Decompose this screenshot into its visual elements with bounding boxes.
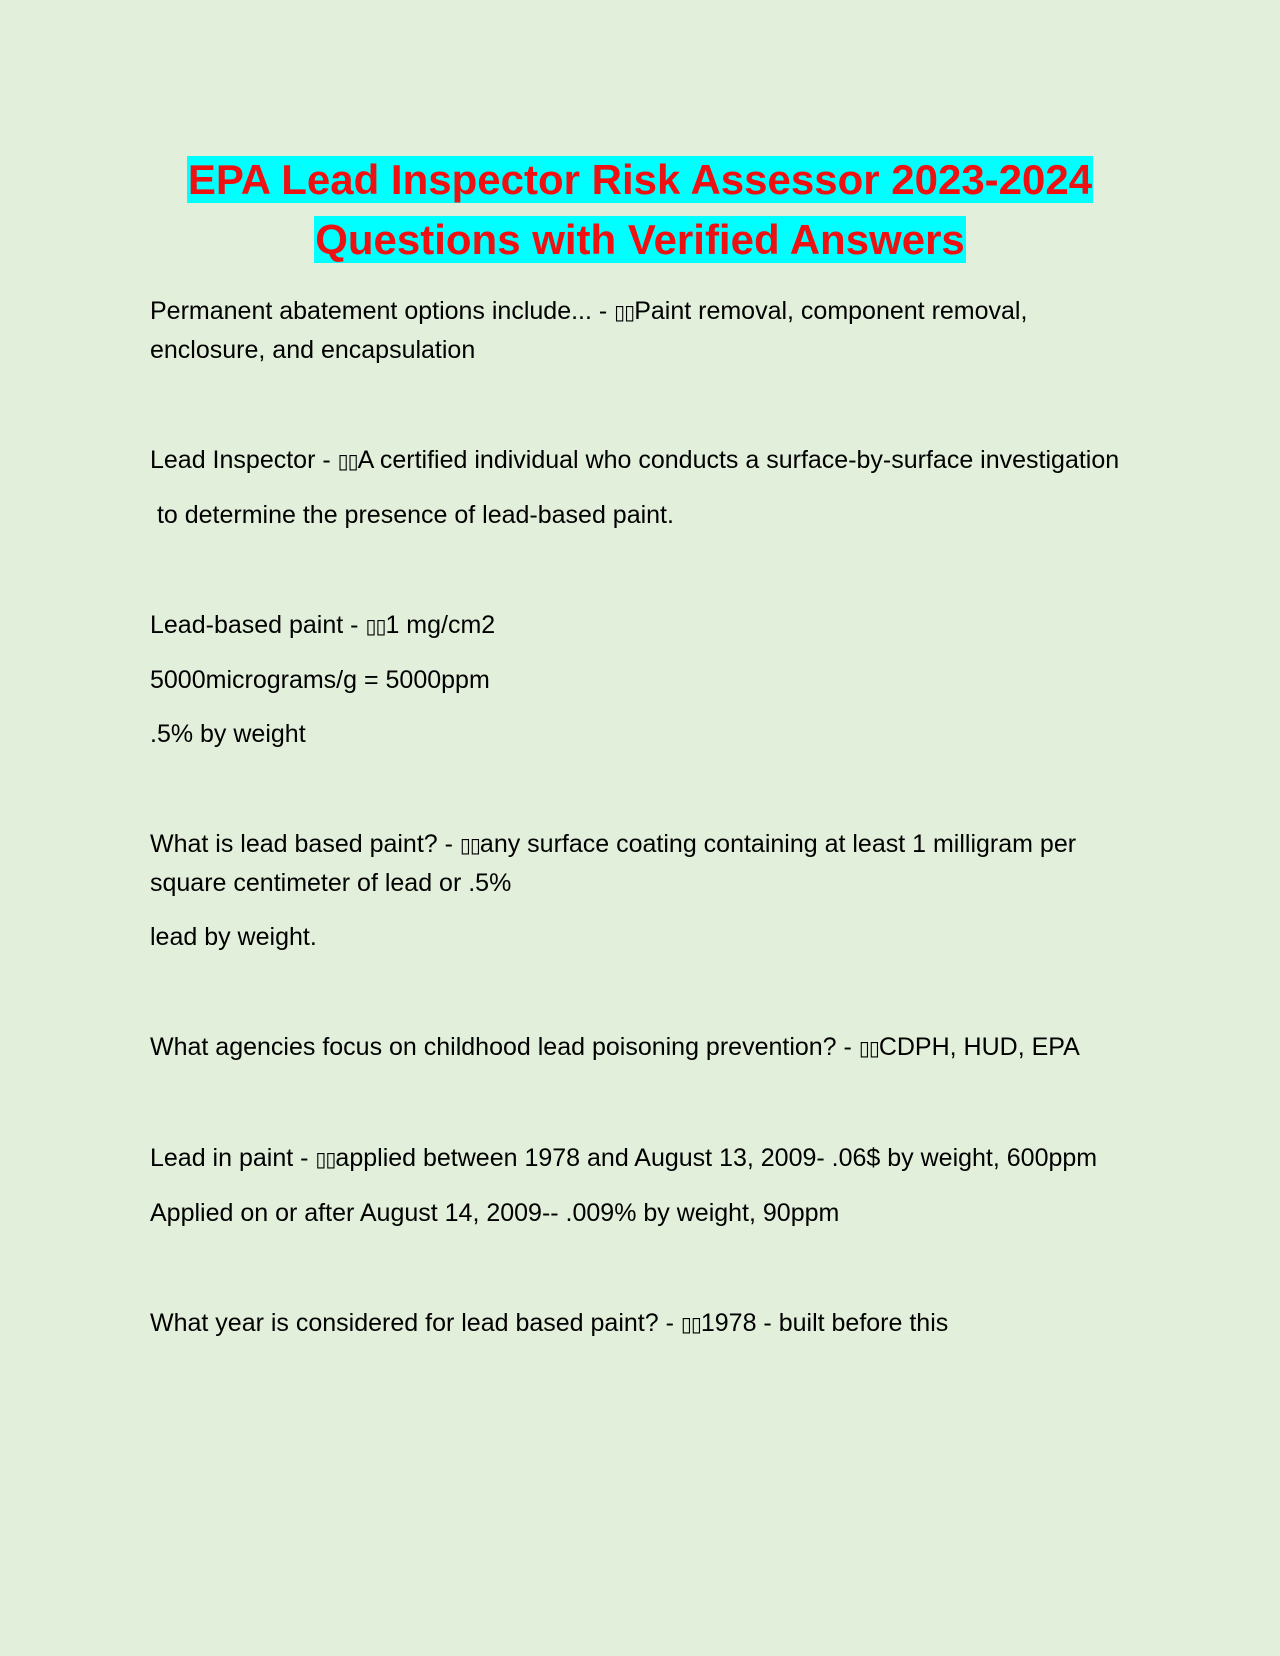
missing-glyph-icon: ▯▯ bbox=[337, 449, 358, 473]
missing-glyph-icon: ▯▯ bbox=[858, 1036, 879, 1060]
qa-entry bbox=[150, 825, 1130, 956]
question-text: What is lead based paint? - bbox=[150, 830, 460, 858]
answer-text: any surface coating containing at least 1 milligram per square centimeter of lead or .5% bbox=[150, 830, 1077, 897]
answer-text: applied between 1978 and August 13, 2009- .06$ by weight, 600ppm bbox=[335, 1144, 1098, 1172]
answer-continuation: to determine the presence of lead-based paint. bbox=[150, 501, 674, 529]
qa-entry bbox=[150, 1028, 1130, 1067]
question-text: Permanent abatement options include... - bbox=[150, 297, 615, 325]
answer-text: A certified individual who conducts a surface-by-surface investigation bbox=[357, 446, 1120, 474]
document-page bbox=[150, 150, 1130, 1343]
qa-line bbox=[150, 1304, 1130, 1343]
question-text: Lead in paint - bbox=[150, 1144, 316, 1172]
missing-glyph-icon: ▯▯ bbox=[614, 300, 635, 324]
answer-text: CDPH, HUD, EPA bbox=[878, 1033, 1080, 1061]
question-text: What agencies focus on childhood lead poisoning prevention? - bbox=[150, 1033, 859, 1061]
missing-glyph-icon: ▯▯ bbox=[680, 1312, 701, 1336]
document-title bbox=[150, 150, 1130, 270]
answer-text: 1978 - built before this bbox=[700, 1309, 949, 1337]
question-text: Lead Inspector - bbox=[150, 446, 338, 474]
qa-entry bbox=[150, 606, 1130, 753]
missing-glyph-icon: ▯▯ bbox=[459, 833, 480, 857]
question-text: Lead-based paint - bbox=[150, 611, 366, 639]
answer-continuation: lead by weight. bbox=[150, 923, 317, 951]
answer-continuation: .5% by weight bbox=[150, 720, 306, 748]
question-text: What year is considered for lead based paint? - bbox=[150, 1309, 681, 1337]
qa-list bbox=[150, 292, 1130, 1343]
qa-line bbox=[150, 825, 1130, 902]
answer-continuation: 5000micrograms/g = 5000ppm bbox=[150, 666, 490, 694]
qa-line bbox=[150, 292, 1130, 369]
missing-glyph-icon: ▯▯ bbox=[315, 1147, 336, 1171]
qa-line bbox=[150, 1139, 1130, 1178]
missing-glyph-icon: ▯▯ bbox=[365, 614, 386, 638]
qa-line bbox=[150, 606, 1130, 645]
qa-entry bbox=[150, 1139, 1130, 1232]
answer-text: Paint removal, component removal, enclosure, and encapsulation bbox=[150, 297, 1028, 364]
answer-text: 1 mg/cm2 bbox=[385, 611, 496, 639]
qa-entry bbox=[150, 1304, 1130, 1343]
qa-line bbox=[150, 1028, 1130, 1067]
qa-entry bbox=[150, 292, 1130, 369]
title-text: EPA Lead Inspector Risk Assessor 2023-2024 Questions with Verified Answers bbox=[187, 156, 1093, 263]
qa-line bbox=[150, 441, 1130, 480]
qa-entry bbox=[150, 441, 1130, 534]
answer-continuation: Applied on or after August 14, 2009-- .009% by weight, 90ppm bbox=[150, 1199, 840, 1227]
